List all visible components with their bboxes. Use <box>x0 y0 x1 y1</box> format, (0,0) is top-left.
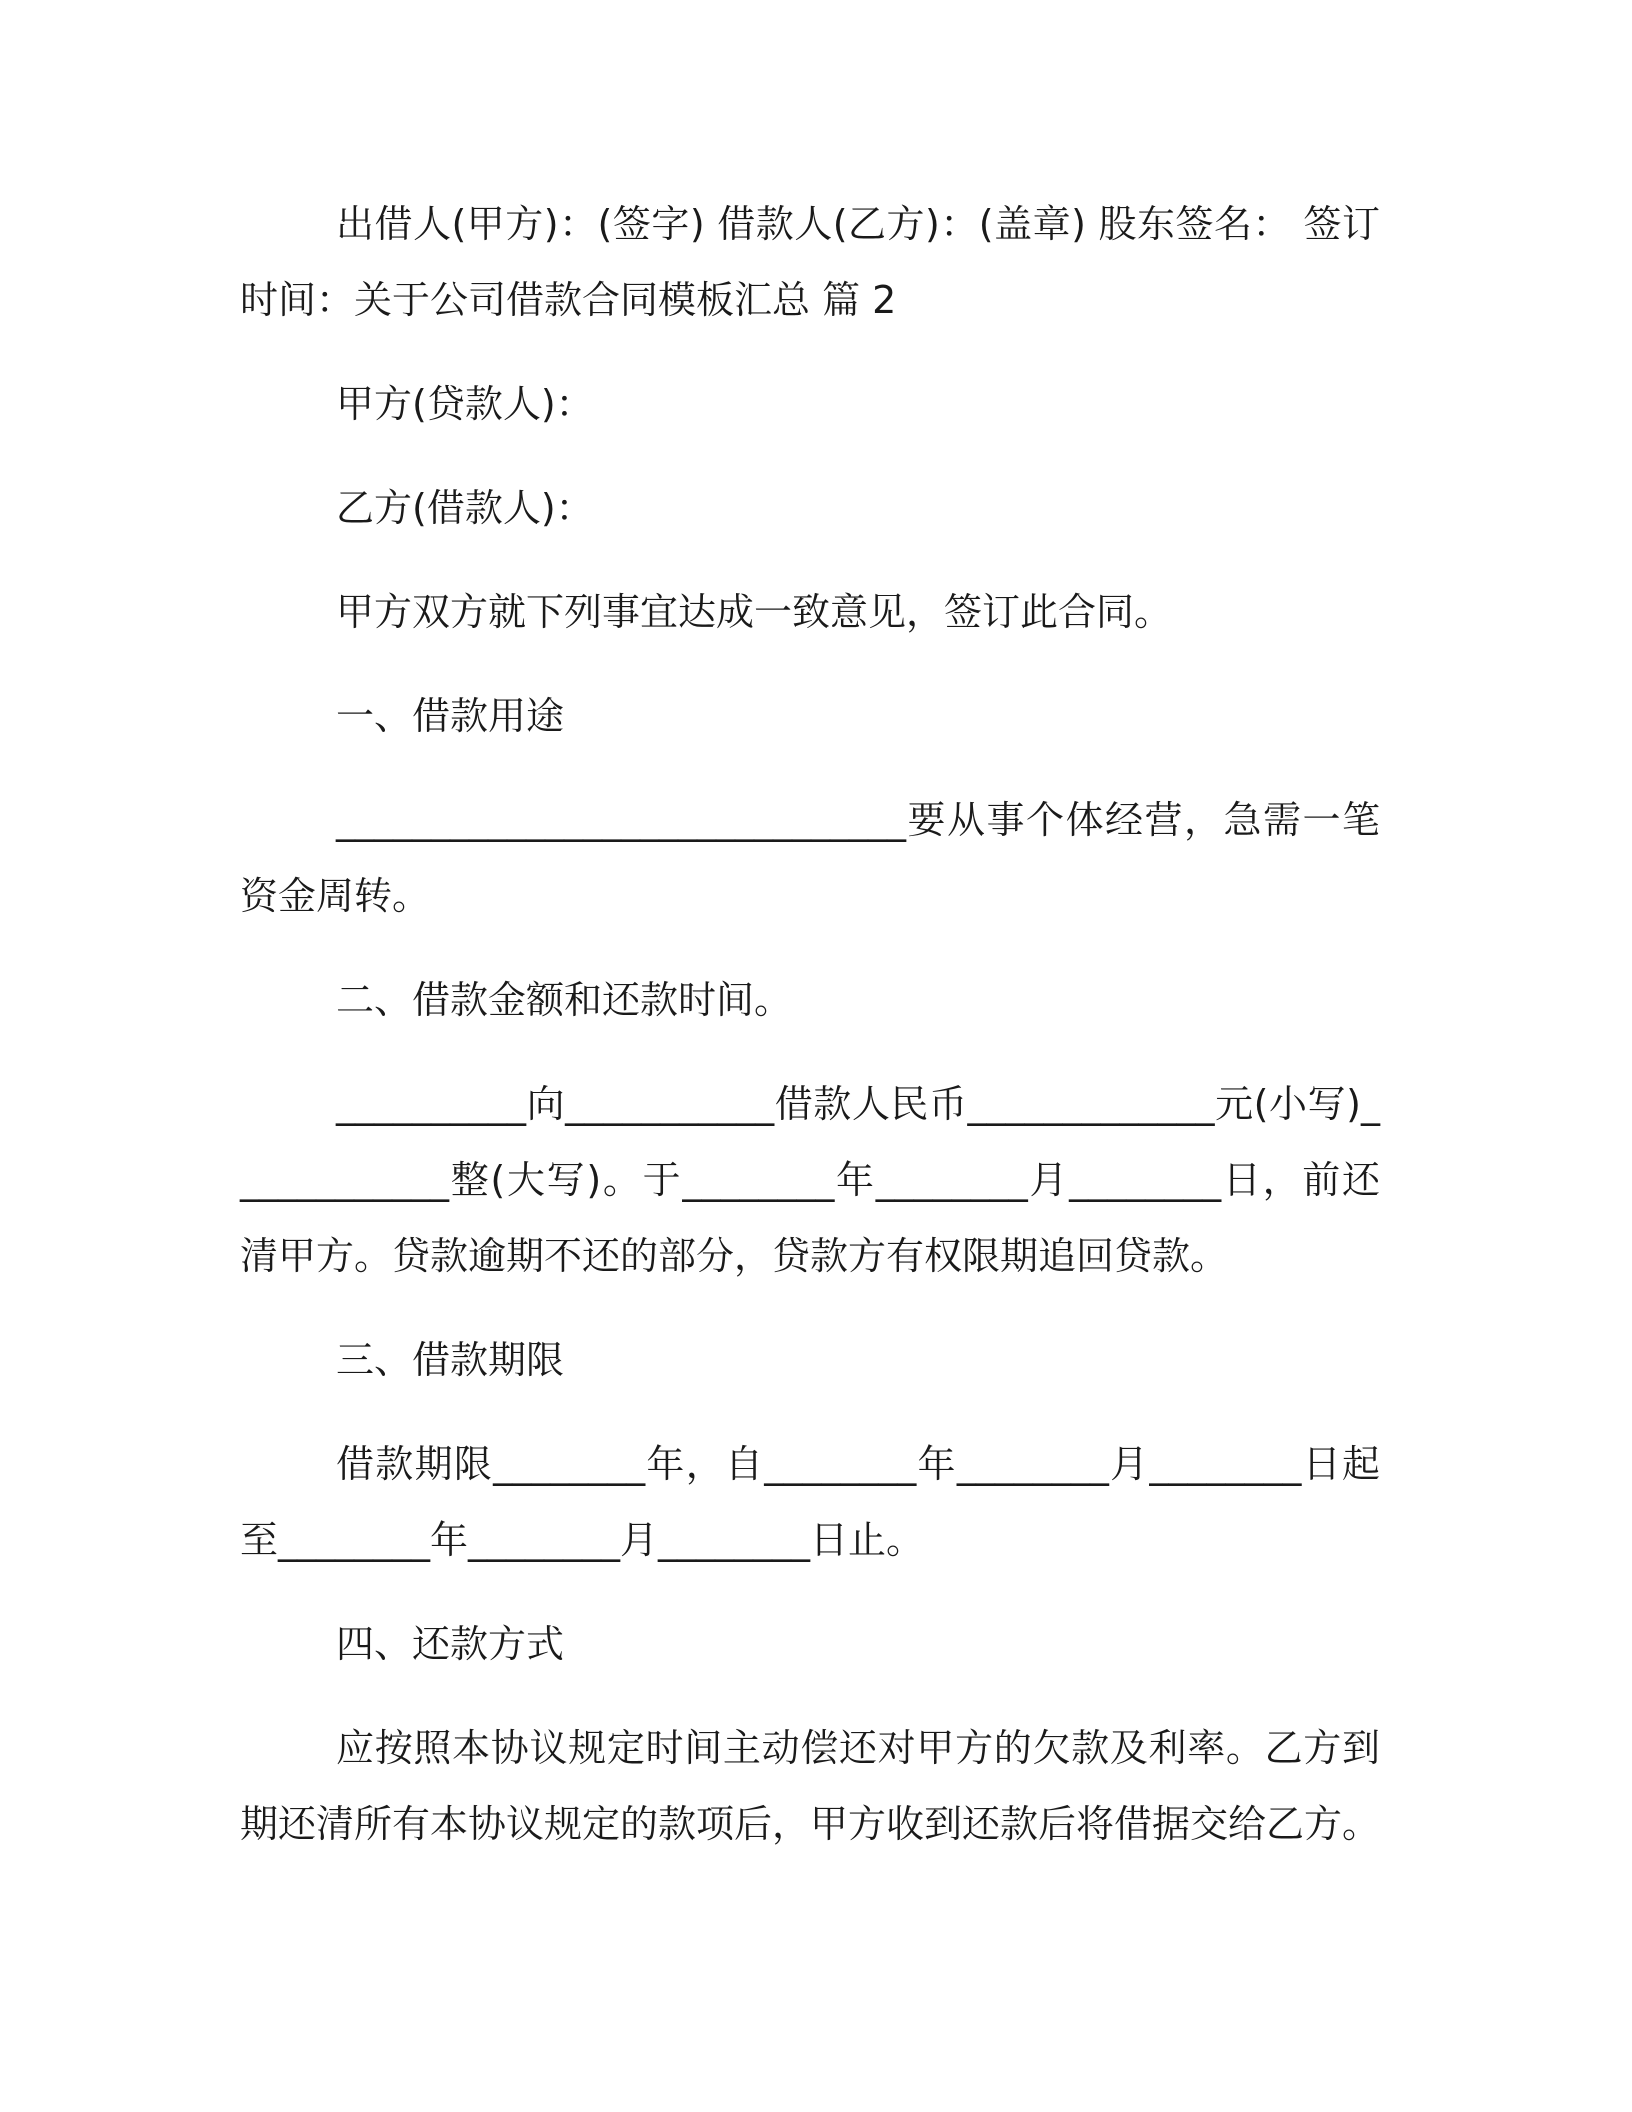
section-heading-term: 三、借款期限 <box>336 1338 565 1382</box>
repayment-paragraph: 应按照本协议规定时间主动偿还对甲方的欠款及利率。乙方到期还清所有本协议规定的款项后，甲方收到还款后将借据交给乙方。 <box>240 1726 1381 1846</box>
section-heading-amount: 二、借款金额和还款时间。 <box>336 978 793 1022</box>
document-body <box>240 186 1380 1890</box>
party-b-line: 乙方(借款人)： <box>336 486 594 530</box>
purpose-paragraph: ______________________________要从事个体经营，急需一笔资金周转。 <box>240 798 1380 918</box>
party-a-line: 甲方(贷款人)： <box>336 382 594 426</box>
section-heading-purpose: 一、借款用途 <box>336 694 565 738</box>
agreement-intro: 甲方双方就下列事宜达成一致意见，签订此合同。 <box>336 590 1173 634</box>
term-paragraph: 借款期限________年，自________年________月________日起至________年________月________日止。 <box>240 1442 1380 1562</box>
amount-paragraph: __________向___________借款人民币_____________元(小写)____________整(大写)。于________年________月________日，前还清甲方。贷款逾期不还的部分，贷款方有权限期追回贷款。 <box>240 1082 1380 1278</box>
section-heading-repayment: 四、还款方式 <box>336 1622 565 1666</box>
signature-line-paragraph: 出借人(甲方)：(签字) 借款人(乙方)：(盖章) 股东签名： 签订时间：关于公司借款合同模板汇总 篇 2 <box>240 202 1380 322</box>
